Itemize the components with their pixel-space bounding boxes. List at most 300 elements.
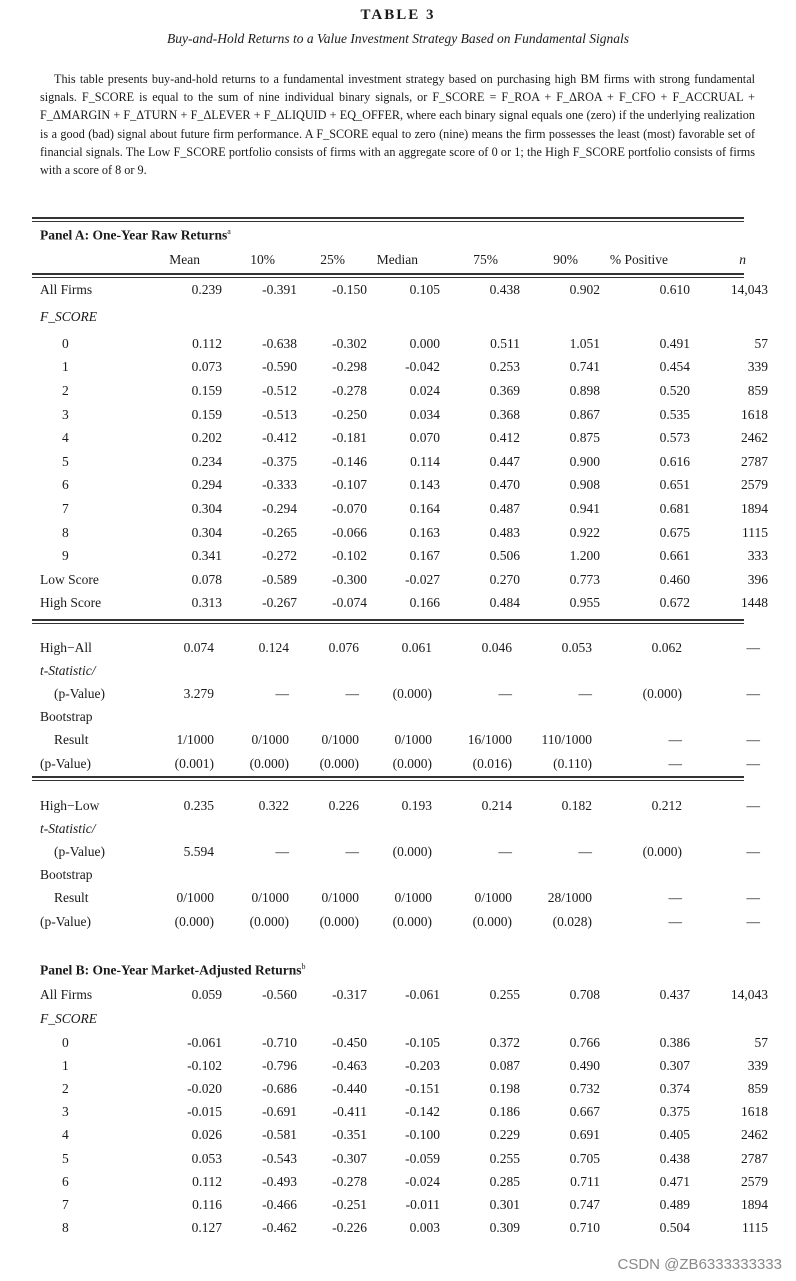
col-header-p10: 10% xyxy=(250,251,275,267)
panel-b-title xyxy=(40,962,305,979)
cell-p10: — xyxy=(275,844,289,859)
panel-a-table xyxy=(40,277,768,615)
cell-p90: 0.773 xyxy=(569,571,600,587)
panel-b-footnote-mark: b xyxy=(301,962,306,971)
cell-mean: 0.235 xyxy=(183,798,214,813)
cell-pct-positive: 0.405 xyxy=(659,1127,690,1143)
cell-p25: -0.411 xyxy=(332,1104,367,1120)
cell-p75: 0.270 xyxy=(489,571,520,587)
cell-pct-positive: 0.610 xyxy=(659,281,690,297)
row-label: 3 xyxy=(62,1104,69,1120)
cell-p10: (0.000) xyxy=(249,914,289,929)
cell-p90: 0.902 xyxy=(569,281,600,297)
col-header-pct-positive: % Positive xyxy=(609,251,668,267)
bootstrap-pvalue-row xyxy=(40,910,760,934)
bootstrap-label-row xyxy=(40,706,760,728)
cell-mean: -0.061 xyxy=(187,1034,222,1050)
cell-p10: -0.686 xyxy=(262,1080,297,1096)
table-title: TABLE 3 xyxy=(360,7,436,23)
cell-p10: -0.462 xyxy=(262,1220,297,1236)
cell-median xyxy=(367,1007,440,1031)
cell-p10: -0.265 xyxy=(262,524,297,540)
cell-p10: 0.322 xyxy=(258,798,289,813)
row-label: 2 xyxy=(62,1080,69,1096)
cell-p10: -0.589 xyxy=(262,571,297,587)
cell-p90: 0.867 xyxy=(569,406,600,422)
cell-pct-positive xyxy=(600,1007,690,1031)
cell-pct-positive: 0.438 xyxy=(659,1150,690,1166)
cell-n: 14,043 xyxy=(730,987,768,1002)
cell-p25: -0.226 xyxy=(332,1220,367,1236)
cell-p90: 0.875 xyxy=(569,430,600,446)
cell-p75: 0/1000 xyxy=(474,890,512,905)
cell-p10: -0.272 xyxy=(262,548,297,564)
cell-p10: -0.294 xyxy=(262,500,297,516)
row-label: All Firms xyxy=(40,987,93,1002)
cell-p25 xyxy=(297,1007,367,1031)
cell-pct-positive: — xyxy=(668,732,682,747)
high-all-rule xyxy=(32,776,744,781)
top-double-rule xyxy=(32,217,744,222)
fscore-row xyxy=(40,332,768,356)
cell-p90 xyxy=(512,706,592,728)
cell-p25: -0.317 xyxy=(332,987,367,1002)
cell-p75: 0.255 xyxy=(489,987,520,1002)
cell-mean: 0.074 xyxy=(183,640,214,655)
fscore-row xyxy=(40,450,768,474)
cell-p75: 0.511 xyxy=(490,335,520,351)
cell-median: (0.000) xyxy=(392,686,432,701)
cell-p25: -0.146 xyxy=(332,453,367,469)
cell-median: 0.105 xyxy=(409,281,440,297)
cell-mean: -0.102 xyxy=(187,1057,222,1073)
cell-n: 339 xyxy=(747,359,768,375)
cell-n: 57 xyxy=(754,335,768,351)
cell-p25: (0.000) xyxy=(319,914,359,929)
cell-p90 xyxy=(520,302,600,332)
high-all-row xyxy=(40,636,760,660)
cell-p75: 0.309 xyxy=(489,1220,520,1236)
cell-median xyxy=(359,706,432,728)
cell-p75: 0.369 xyxy=(489,382,520,398)
cell-p75 xyxy=(440,302,520,332)
cell-p25 xyxy=(289,864,359,886)
cell-p10 xyxy=(214,818,289,840)
cell-p25: — xyxy=(345,686,359,701)
fscore-row xyxy=(40,592,768,616)
row-label: 1 xyxy=(62,1057,69,1073)
cell-p90: 0.182 xyxy=(561,798,592,813)
cell-median: -0.105 xyxy=(405,1034,440,1050)
cell-pct-positive: 0.489 xyxy=(659,1196,690,1212)
cell-n xyxy=(690,1007,768,1031)
cell-p10: -0.333 xyxy=(262,477,297,493)
cell-p90: 110/1000 xyxy=(541,732,592,747)
fscore-row xyxy=(40,1147,768,1170)
cell-p75: 0.470 xyxy=(489,477,520,493)
cell-p25: -0.302 xyxy=(332,335,367,351)
cell-p25: -0.066 xyxy=(332,524,367,540)
fscore-row xyxy=(40,1077,768,1100)
tstat-label-row xyxy=(40,818,760,840)
fscore-row xyxy=(40,379,768,403)
cell-p25 xyxy=(297,302,367,332)
cell-p75: 0.487 xyxy=(489,500,520,516)
row-label: 8 xyxy=(62,524,69,540)
cell-median: 0.164 xyxy=(409,500,440,516)
row-label: Result xyxy=(54,732,89,747)
cell-pct-positive xyxy=(592,818,682,840)
cell-pct-positive: 0.454 xyxy=(659,359,690,375)
fscore-row xyxy=(40,1124,768,1147)
cell-p25: -0.251 xyxy=(332,1196,367,1212)
col-header-p90: 90% xyxy=(553,251,578,267)
cell-mean: 0.112 xyxy=(192,1173,222,1189)
cell-p75: 0.301 xyxy=(489,1196,520,1212)
cell-n: 859 xyxy=(747,1080,768,1096)
cell-n: 1618 xyxy=(741,406,768,422)
cell-p10: -0.267 xyxy=(262,595,297,611)
cell-median: 0.143 xyxy=(409,477,440,493)
cell-p25: 0.076 xyxy=(328,640,359,655)
cell-pct-positive: 0.471 xyxy=(659,1173,690,1189)
cell-median: -0.059 xyxy=(405,1150,440,1166)
cell-p90: (0.110) xyxy=(553,756,592,771)
cell-p10: (0.000) xyxy=(249,756,289,771)
cell-n: 1115 xyxy=(742,524,768,540)
cell-mean: -0.015 xyxy=(187,1104,222,1120)
watermark: CSDN @ZB6333333333 xyxy=(617,1256,782,1273)
cell-n xyxy=(682,818,760,840)
cell-p75: 0.255 xyxy=(489,1150,520,1166)
cell-p10: -0.796 xyxy=(262,1057,297,1073)
cell-p25: 0/1000 xyxy=(321,732,359,747)
cell-n: — xyxy=(746,732,760,747)
cell-p75 xyxy=(432,706,512,728)
cell-p75: — xyxy=(498,844,512,859)
cell-n: 1115 xyxy=(742,1220,768,1236)
cell-p90: 0.711 xyxy=(570,1173,600,1189)
cell-median: -0.100 xyxy=(405,1127,440,1143)
cell-n: — xyxy=(746,798,760,813)
cell-p90: 0.710 xyxy=(569,1220,600,1236)
row-label: t-Statistic/ xyxy=(40,821,96,836)
cell-median: -0.042 xyxy=(405,359,440,375)
cell-p90: 0.705 xyxy=(569,1150,600,1166)
cell-p75: 0.285 xyxy=(489,1173,520,1189)
cell-mean: 5.594 xyxy=(183,844,214,859)
row-label: (p-Value) xyxy=(40,756,91,771)
bootstrap-result-row xyxy=(40,728,760,752)
cell-mean xyxy=(154,706,214,728)
cell-p10: -0.391 xyxy=(262,281,297,297)
bootstrap-label-row xyxy=(40,864,760,886)
cell-p10: 0.124 xyxy=(258,640,289,655)
row-label: F_SCORE xyxy=(40,1011,97,1026)
panel-a-mid-rule xyxy=(32,619,744,624)
cell-median: 0.070 xyxy=(409,430,440,446)
cell-mean: 0.239 xyxy=(191,281,222,297)
cell-pct-positive: 0.520 xyxy=(659,382,690,398)
cell-p90: 0.747 xyxy=(569,1196,600,1212)
cell-mean: 0.304 xyxy=(191,524,222,540)
cell-pct-positive: 0.535 xyxy=(659,406,690,422)
cell-mean: 0.073 xyxy=(191,359,222,375)
cell-p10 xyxy=(222,1007,297,1031)
row-label: 1 xyxy=(62,359,69,375)
row-label: 9 xyxy=(62,548,69,564)
panel-a-title-text: Panel A: One-Year Raw Returns xyxy=(40,227,228,243)
cell-mean: 0.053 xyxy=(191,1150,222,1166)
cell-median: -0.011 xyxy=(405,1196,440,1212)
cell-median: 0.034 xyxy=(409,406,440,422)
cell-p25: -0.250 xyxy=(332,406,367,422)
cell-p10: -0.543 xyxy=(262,1150,297,1166)
cell-n: — xyxy=(746,756,760,771)
cell-n xyxy=(682,660,760,682)
cell-n: 1618 xyxy=(741,1104,768,1120)
cell-p75: 0.506 xyxy=(489,548,520,564)
cell-p75: 0.046 xyxy=(481,640,512,655)
cell-p90 xyxy=(512,660,592,682)
cell-p25: -0.351 xyxy=(332,1127,367,1143)
cell-p75: 0.198 xyxy=(489,1080,520,1096)
cell-p25 xyxy=(289,660,359,682)
tstat-label-row xyxy=(40,660,760,682)
cell-p10: -0.590 xyxy=(262,359,297,375)
header-spacer xyxy=(40,248,140,272)
cell-p90: — xyxy=(578,844,592,859)
cell-median xyxy=(359,818,432,840)
cell-n: 14,043 xyxy=(730,281,768,297)
row-label: t-Statistic/ xyxy=(40,663,96,678)
fscore-row xyxy=(40,1054,768,1077)
cell-pct-positive: — xyxy=(668,890,682,905)
cell-p10: -0.466 xyxy=(262,1196,297,1212)
cell-p75: 0.447 xyxy=(489,453,520,469)
cell-mean: 0/1000 xyxy=(176,890,214,905)
cell-pct-positive xyxy=(600,302,690,332)
cell-median: -0.142 xyxy=(405,1104,440,1120)
row-label: 4 xyxy=(62,430,69,446)
cell-p25: -0.463 xyxy=(332,1057,367,1073)
cell-n: — xyxy=(746,844,760,859)
cell-n: — xyxy=(746,890,760,905)
cell-p25: 0/1000 xyxy=(321,890,359,905)
cell-median xyxy=(359,864,432,886)
cell-mean: 0.294 xyxy=(191,477,222,493)
cell-p10: -0.560 xyxy=(262,987,297,1002)
col-header-mean: Mean xyxy=(169,251,200,267)
cell-p90: 0.766 xyxy=(569,1034,600,1050)
cell-p25: 0.226 xyxy=(328,798,359,813)
cell-median: -0.151 xyxy=(405,1080,440,1096)
row-label: 6 xyxy=(62,477,69,493)
cell-median: 0/1000 xyxy=(394,732,432,747)
cell-p90: 0.955 xyxy=(569,595,600,611)
cell-p25 xyxy=(289,706,359,728)
cell-n: 339 xyxy=(747,1057,768,1073)
cell-p90: 0.741 xyxy=(569,359,600,375)
cell-p75: 0.214 xyxy=(481,798,512,813)
row-label: 3 xyxy=(62,406,69,422)
cell-pct-positive: 0.374 xyxy=(659,1080,690,1096)
cell-mean: -0.020 xyxy=(187,1080,222,1096)
cell-median: -0.203 xyxy=(405,1057,440,1073)
cell-p90: 0.667 xyxy=(569,1104,600,1120)
cell-mean: 0.026 xyxy=(191,1127,222,1143)
cell-p25: -0.074 xyxy=(332,595,367,611)
cell-pct-positive: 0.386 xyxy=(659,1034,690,1050)
cell-n: 2462 xyxy=(741,430,768,446)
cell-p90: — xyxy=(578,686,592,701)
cell-p10 xyxy=(214,864,289,886)
row-label: High Score xyxy=(40,595,102,611)
cell-p10: -0.638 xyxy=(262,335,297,351)
bootstrap-pvalue-row xyxy=(40,752,760,776)
cell-mean: 0.159 xyxy=(191,382,222,398)
cell-n: 859 xyxy=(747,382,768,398)
row-label: Bootstrap xyxy=(40,709,93,724)
cell-median: -0.024 xyxy=(405,1173,440,1189)
cell-mean: 1/1000 xyxy=(176,732,214,747)
cell-p25 xyxy=(289,818,359,840)
cell-median: 0.003 xyxy=(409,1220,440,1236)
cell-p75: 0.253 xyxy=(489,359,520,375)
col-header-n: n xyxy=(739,251,746,267)
cell-median: (0.000) xyxy=(392,756,432,771)
cell-p75: 0.483 xyxy=(489,524,520,540)
row-label: 4 xyxy=(62,1127,69,1143)
tstat-row xyxy=(40,682,760,706)
cell-p25: -0.278 xyxy=(332,382,367,398)
cell-n xyxy=(690,302,768,332)
cell-p25: -0.181 xyxy=(332,430,367,446)
cell-p10: -0.493 xyxy=(262,1173,297,1189)
cell-mean: 0.127 xyxy=(191,1220,222,1236)
cell-p90 xyxy=(512,864,592,886)
cell-p75 xyxy=(432,864,512,886)
cell-mean: 0.112 xyxy=(192,335,222,351)
cell-p25: -0.298 xyxy=(332,359,367,375)
cell-mean xyxy=(154,818,214,840)
fscore-label-row xyxy=(40,302,768,332)
cell-p10 xyxy=(214,706,289,728)
cell-p75: 0.186 xyxy=(489,1104,520,1120)
cell-p75: 16/1000 xyxy=(467,732,512,747)
cell-pct-positive: 0.460 xyxy=(659,571,690,587)
cell-p90: 0.900 xyxy=(569,453,600,469)
cell-p90: 0.490 xyxy=(569,1057,600,1073)
cell-p90 xyxy=(520,1007,600,1031)
table-subtitle: Buy-and-Hold Returns to a Value Investment Strategy Based on Fundamental Signals xyxy=(167,31,629,46)
cell-p10: -0.512 xyxy=(262,382,297,398)
cell-p25: -0.278 xyxy=(332,1173,367,1189)
cell-pct-positive xyxy=(592,864,682,886)
cell-p90: 0.908 xyxy=(569,477,600,493)
cell-mean: 0.116 xyxy=(192,1196,222,1212)
fscore-label-row xyxy=(40,1007,768,1031)
cell-pct-positive xyxy=(592,706,682,728)
cell-median: 0.061 xyxy=(401,640,432,655)
row-label: (p-Value) xyxy=(54,844,105,859)
cell-n: — xyxy=(746,640,760,655)
cell-mean: (0.000) xyxy=(174,914,214,929)
cell-p90: 28/1000 xyxy=(547,890,592,905)
panel-b-title-text: Panel B: One-Year Market-Adjusted Returns xyxy=(40,962,302,978)
cell-p90: 0.941 xyxy=(569,500,600,516)
cell-p75: (0.016) xyxy=(472,756,512,771)
row-label: Bootstrap xyxy=(40,867,93,882)
cell-pct-positive: 0.675 xyxy=(659,524,690,540)
cell-p25: (0.000) xyxy=(319,756,359,771)
row-label: 8 xyxy=(62,1220,69,1236)
cell-median: 0/1000 xyxy=(394,890,432,905)
cell-n: 1448 xyxy=(741,595,768,611)
cell-pct-positive: — xyxy=(668,756,682,771)
cell-p75: 0.368 xyxy=(489,406,520,422)
row-label: F_SCORE xyxy=(40,309,97,324)
cell-p75 xyxy=(432,660,512,682)
panel-a-header xyxy=(40,248,746,272)
cell-pct-positive: 0.616 xyxy=(659,453,690,469)
cell-n: — xyxy=(746,686,760,701)
col-header-p25: 25% xyxy=(320,251,345,267)
cell-p10: -0.710 xyxy=(262,1034,297,1050)
cell-median: (0.000) xyxy=(392,844,432,859)
cell-n xyxy=(682,706,760,728)
cell-p10: -0.375 xyxy=(262,453,297,469)
cell-pct-positive: 0.661 xyxy=(659,548,690,564)
cell-n: 2579 xyxy=(741,1173,768,1189)
cell-pct-positive: 0.491 xyxy=(659,335,690,351)
cell-median: 0.000 xyxy=(409,335,440,351)
cell-median: 0.163 xyxy=(409,524,440,540)
row-label: High−Low xyxy=(40,798,100,813)
row-label: 5 xyxy=(62,1150,69,1166)
fscore-row xyxy=(40,568,768,592)
cell-pct-positive: 0.681 xyxy=(659,500,690,516)
fscore-row xyxy=(40,497,768,521)
cell-n: 2462 xyxy=(741,1127,768,1143)
fscore-row xyxy=(40,356,768,380)
high-low-row xyxy=(40,794,760,818)
cell-p90: 0.732 xyxy=(569,1080,600,1096)
cell-p25: -0.440 xyxy=(332,1080,367,1096)
cell-mean: 0.159 xyxy=(191,406,222,422)
panel-b-table xyxy=(40,983,768,1240)
cell-p75: 0.412 xyxy=(489,430,520,446)
cell-p10: -0.513 xyxy=(262,406,297,422)
cell-mean: 0.202 xyxy=(191,430,222,446)
row-label: 0 xyxy=(62,335,69,351)
cell-pct-positive: (0.000) xyxy=(642,686,682,701)
cell-p25: -0.150 xyxy=(332,281,367,297)
fscore-row xyxy=(40,1217,768,1240)
cell-n: 333 xyxy=(747,548,768,564)
cell-mean: 0.078 xyxy=(191,571,222,587)
cell-p10 xyxy=(222,302,297,332)
cell-median: (0.000) xyxy=(392,914,432,929)
fscore-row xyxy=(40,1193,768,1216)
cell-p90: 0.922 xyxy=(569,524,600,540)
high-all-table xyxy=(40,636,760,776)
high-low-table xyxy=(40,794,760,934)
cell-mean xyxy=(162,302,222,332)
row-label: (p-Value) xyxy=(54,686,105,701)
row-label: High−All xyxy=(40,640,92,655)
row-label: (p-Value) xyxy=(40,914,91,929)
